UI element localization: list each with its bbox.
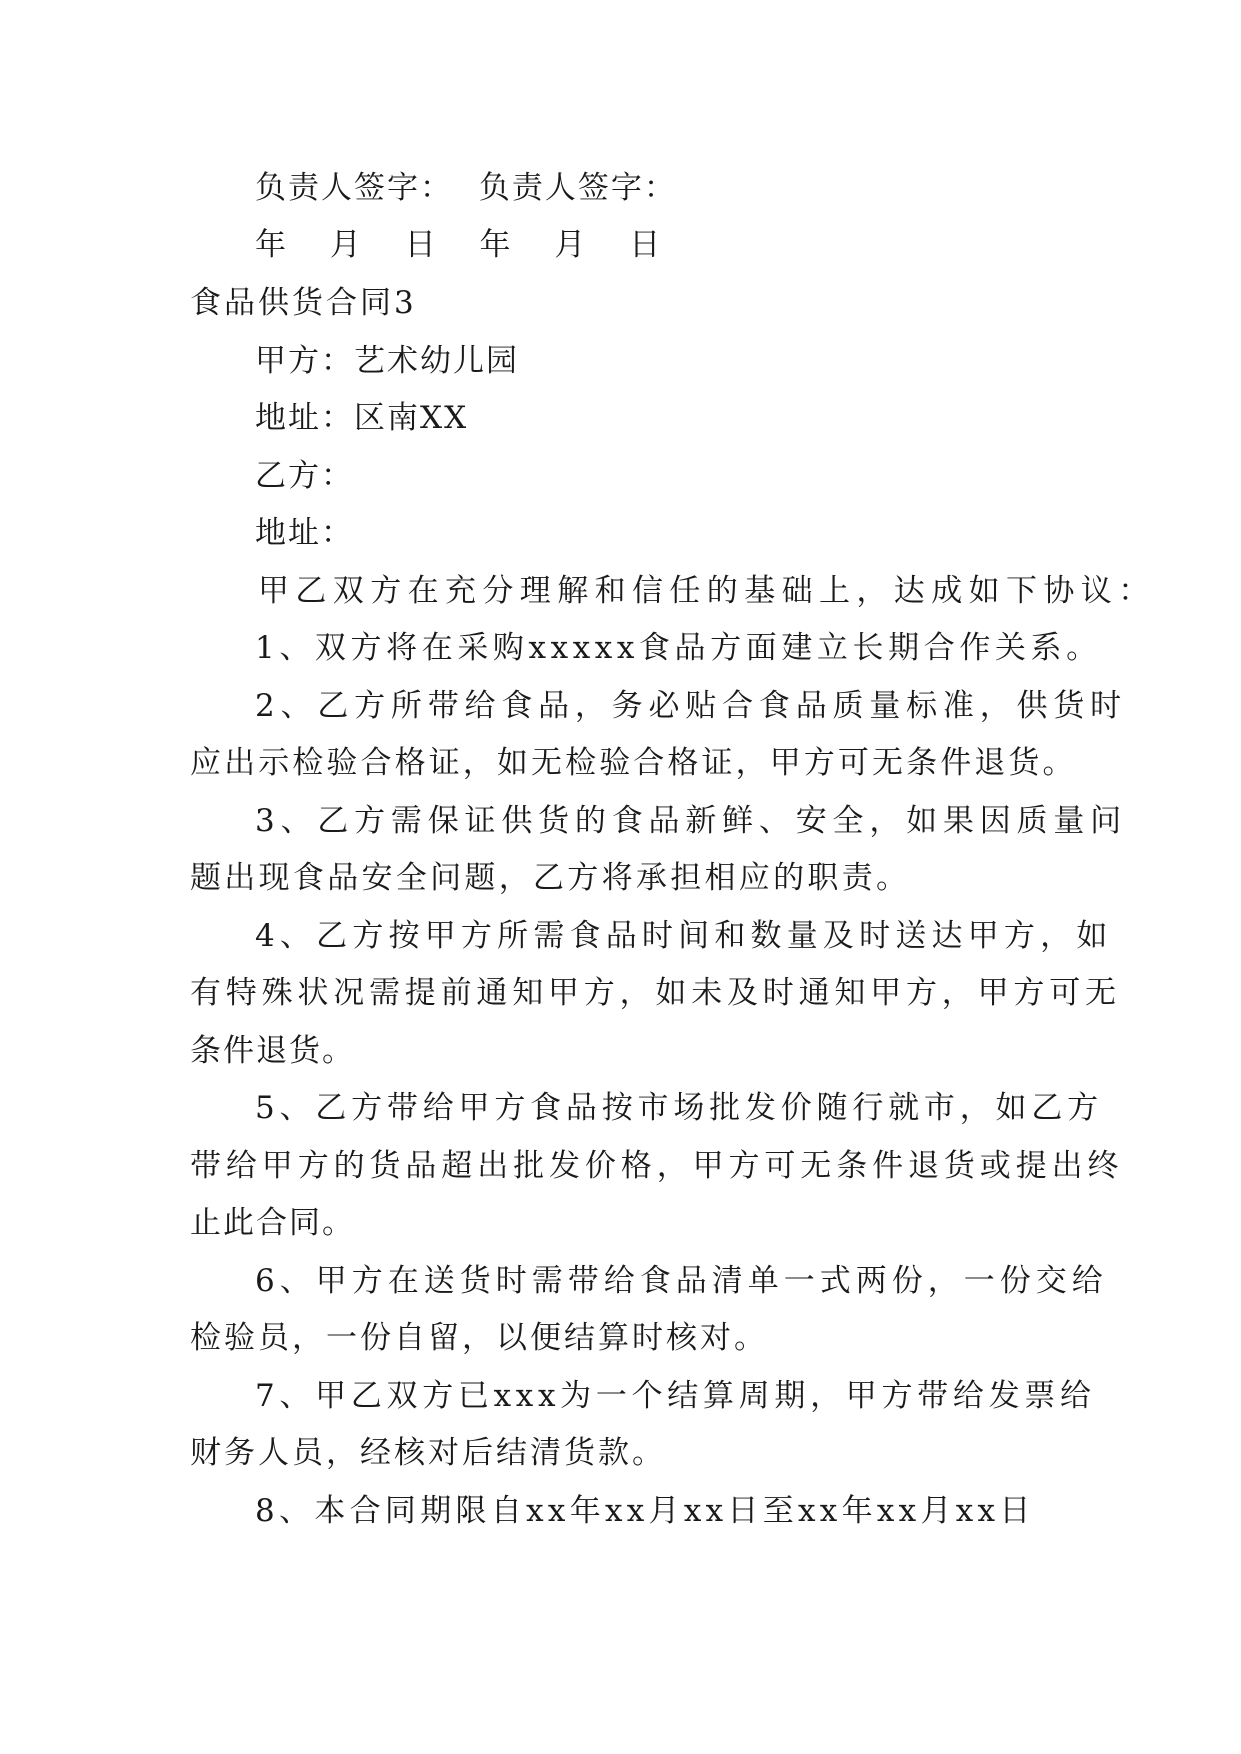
clause-3-line-1: 3、乙方需保证供货的食品新鲜、安全，如果因质量问 [255, 803, 1127, 839]
clause-5-line-2: 带给甲方的货品超出批发价格，甲方可无条件退货或提出终 [190, 1148, 1124, 1184]
clause-7-line-2: 财务人员，经核对后结清货款。 [190, 1435, 666, 1471]
clause-3-line-2: 题出现食品安全问题，乙方将承担相应的职责。 [190, 860, 911, 896]
signature-line: 负责人签字： 负责人签字： [255, 170, 677, 206]
date-line: 年 月 日 年 月 日 [255, 227, 678, 263]
contract-title: 食品供货合同3 [190, 285, 417, 321]
party-a-address: 地址：区南XX [255, 400, 469, 436]
clause-4-line-3: 条件退货。 [190, 1033, 355, 1069]
clause-2-line-1: 2、乙方所带给食品，务必贴合食品质量标准，供货时 [255, 688, 1127, 724]
clause-2-line-2: 应出示检验合格证，如无检验合格证，甲方可无条件退货。 [190, 745, 1077, 781]
party-b-address: 地址： [255, 515, 354, 551]
clause-6-line-1: 6、甲方在送货时需带给食品清单一式两份，一份交给 [255, 1263, 1108, 1299]
clause-5-line-1: 5、乙方带给甲方食品按市场批发价随行就市，如乙方 [255, 1090, 1103, 1126]
clause-7-line-1: 7、甲乙双方已xxx为一个结算周期，甲方带给发票给 [255, 1378, 1096, 1414]
agreement-intro: 甲乙双方在充分理解和信任的基础上，达成如下协议： [258, 573, 1156, 609]
clause-4-line-2: 有特殊状况需提前通知甲方，如未及时通知甲方，甲方可无 [190, 975, 1121, 1011]
clause-4-line-1: 4、乙方按甲方所需食品时间和数量及时送达甲方，如 [255, 918, 1113, 954]
party-b-name: 乙方： [255, 458, 354, 494]
clause-5-line-3: 止此合同。 [190, 1205, 355, 1241]
clause-1: 1、双方将在采购xxxxx食品方面建立长期合作关系。 [255, 630, 1102, 666]
clause-8-line-1: 8、本合同期限自xx年xx月xx日至xx年xx月xx日 [255, 1493, 1035, 1529]
clause-6-line-2: 检验员，一份自留，以便结算时核对。 [190, 1320, 768, 1356]
party-a-name: 甲方：艺术幼儿园 [255, 343, 519, 379]
